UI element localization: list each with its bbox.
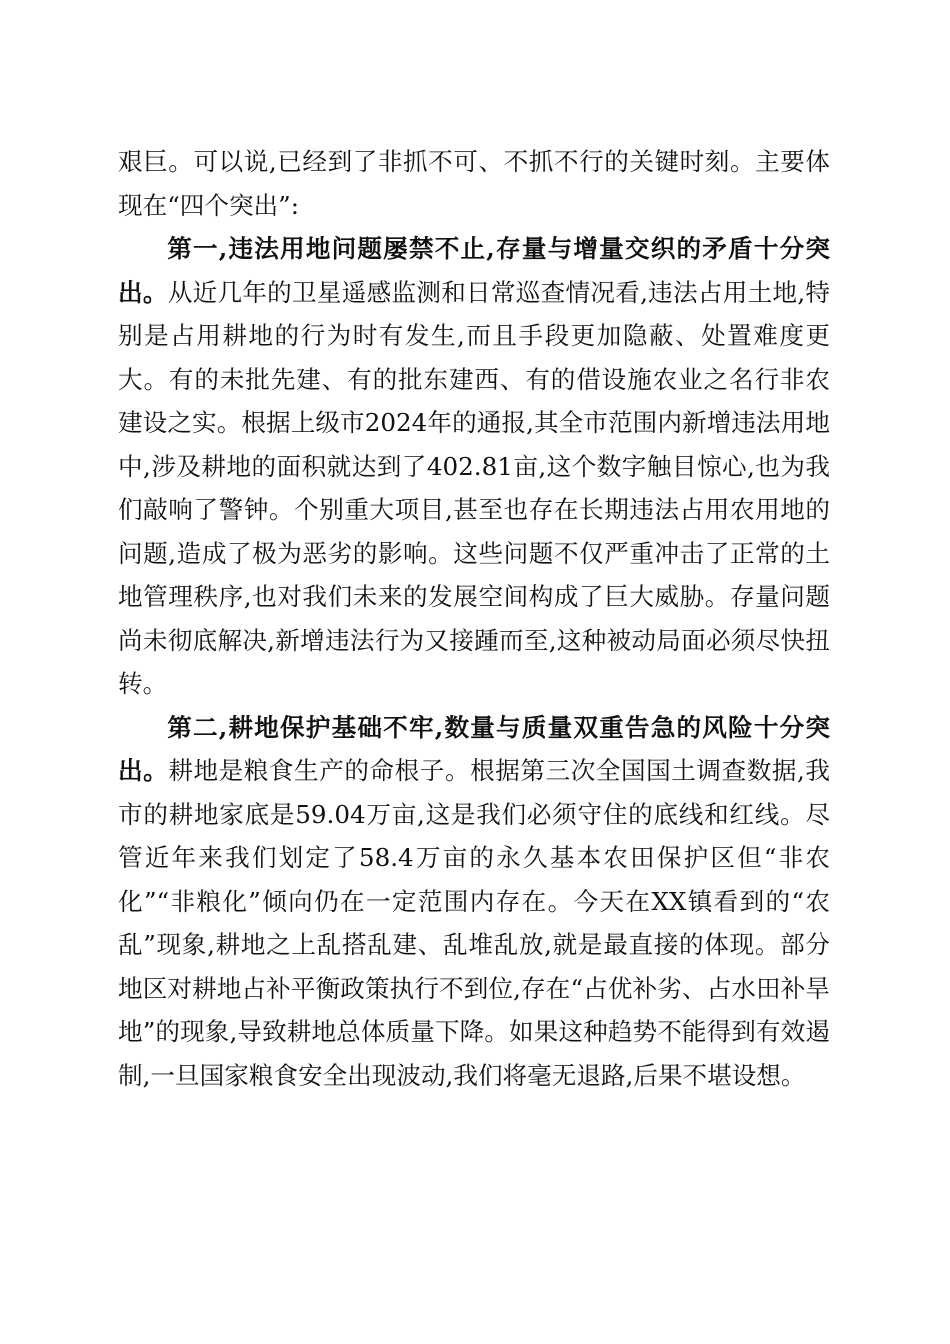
paragraph-second-body: 耕地是粮食生产的命根子。根据第三次全国国土调查数据,我市的耕地家底是59.04万亩,这是我们必须守住的底线和红线。尽管近年来我们划定了58.4万亩的永久基本农田保护区但“非农化”“非粮化”倾向仍在一定范围内存在。今天在XX镇看到的“农乱”现象,耕地之上乱搭乱建、乱堆乱放,就是最直接的体现。部分地区对耕地占补平衡政策执行不到位,存在“占优补劣、占水田补旱地”的现象,导致耕地总体质量下降。如果这种趋势不能得到有效遏制,一旦国家粮食安全出现波动,我们将毫无退路,后果不堪设想。 [118, 756, 830, 1090]
intro-paragraph: 艰巨。可以说,已经到了非抓不可、不抓不行的关键时刻。主要体现在“四个突出”: [118, 147, 830, 220]
paragraph-first-heading: 第一,违法用地问题屡禁不止,存量与增量交织的矛盾十分突出。 [118, 234, 830, 307]
paragraph-first [118, 227, 830, 706]
paragraph-second-heading: 第二,耕地保护基础不牢,数量与质量双重告急的风险十分突出。 [118, 712, 830, 785]
paragraph-first-body: 从近几年的卫星遥感监测和日常巡查情况看,违法占用土地,特别是占用耕地的行为时有发生,而且手段更加隐蔽、处置难度更大。有的未批先建、有的批东建西、有的借设施农业之名行非农建设之实。根据上级市2024年的通报,其全市范围内新增违法用地中,涉及耕地的面积就达到了402.81亩,这个数字触目惊心,也为我们敲响了警钟。个别重大项目,甚至也存在长期违法占用农用地的问题,造成了极为恶劣的影响。这些问题不仅严重冲击了正常的土地管理秩序,也对我们未来的发展空间构成了巨大威胁。存量问题尚未彻底解决,新增违法行为又接踵而至,这种被动局面必须尽快扭转。 [118, 277, 830, 698]
paragraph-second [118, 706, 830, 1098]
document-body [118, 140, 830, 1097]
